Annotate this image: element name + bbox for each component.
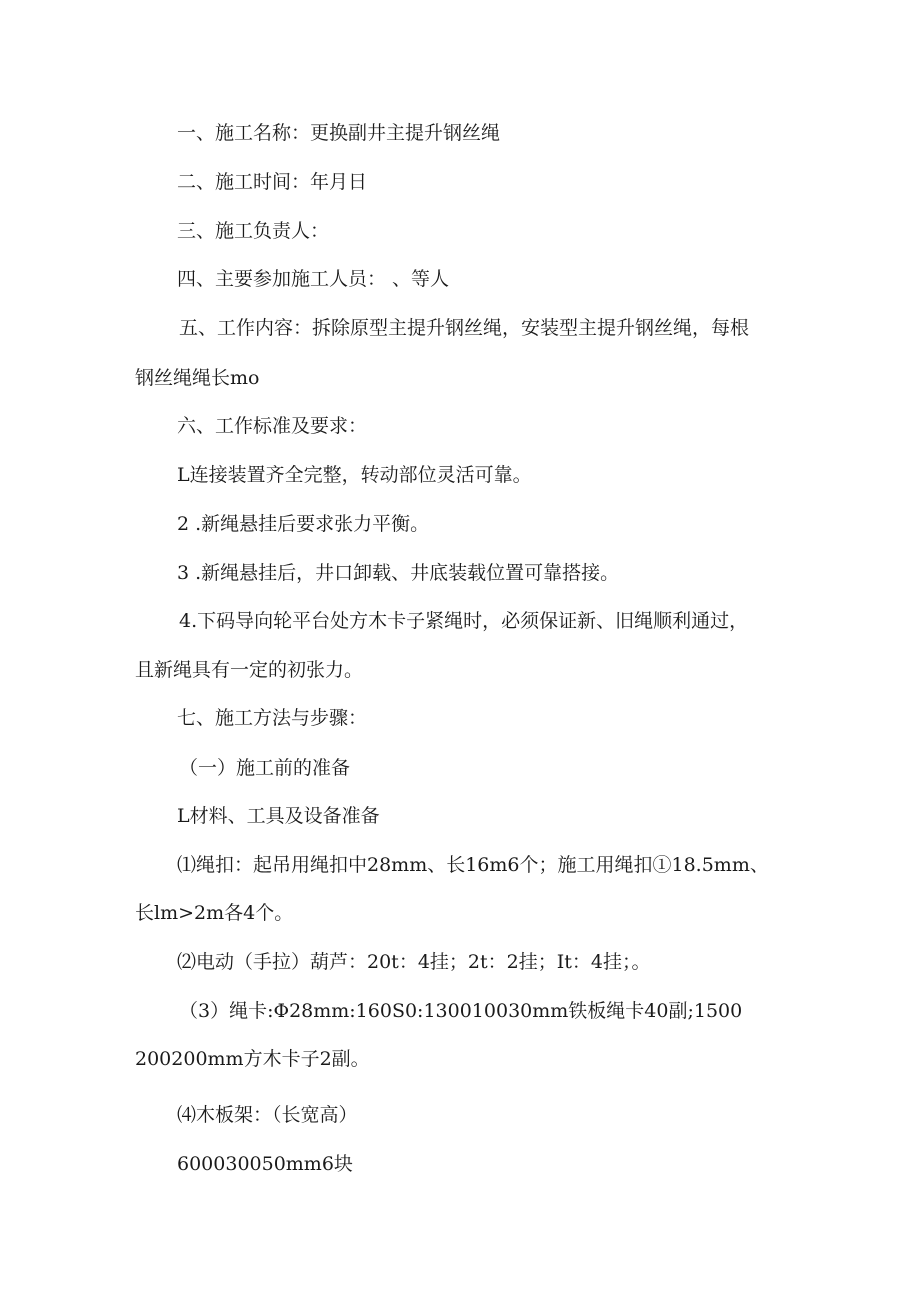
section-1-construction-name: 一、施工名称：更换副井主提升钢丝绳 <box>177 122 501 144</box>
material-item-2: ⑵电动（手拉）葫芦：20t：4挂；2t：2挂；It：4挂；。 <box>177 951 651 973</box>
subsection-preparation: （一）施工前的准备 <box>179 757 351 779</box>
standard-item-2: 2 .新绳悬挂后要求张力平衡。 <box>177 513 430 535</box>
section-6-standards: 六、工作标准及要求： <box>177 415 368 437</box>
section-7-methods: 七、施工方法与步骤： <box>177 707 368 729</box>
standard-item-3: 3 .新绳悬挂后，井口卸载、井底装载位置可靠搭接。 <box>177 562 620 584</box>
standard-item-4-cont: 且新绳具有一定的初张力。 <box>135 659 364 681</box>
material-item-3: （3）绳卡:Φ28mm:160S0:130010030mm铁板绳卡40副;1500 <box>179 1000 743 1022</box>
section-3-person-in-charge: 三、施工负责人： <box>177 220 330 242</box>
section-2-construction-time: 二、施工时间：年月日 <box>177 171 368 193</box>
material-item-1: ⑴绳扣：起吊用绳扣中28mm、长16m6个；施工用绳扣①18.5mm、 <box>177 854 769 876</box>
prep-item-materials: L材料、工具及设备准备 <box>177 805 380 827</box>
material-item-4: ⑷木板架：（长宽高） <box>177 1104 358 1126</box>
material-item-1-cont: 长lm>2m各4个。 <box>135 902 294 924</box>
standard-item-1: L连接装置齐全完整，转动部位灵活可靠。 <box>177 464 532 486</box>
section-5-work-content-cont: 钢丝绳绳长mo <box>135 367 260 389</box>
material-item-3-cont: 200200mm方木卡子2副。 <box>135 1048 370 1070</box>
section-5-work-content: 五、工作内容：拆除原型主提升钢丝绳，安装型主提升钢丝绳，每根 <box>179 317 750 339</box>
section-4-participants: 四、主要参加施工人员： 、等人 <box>177 268 450 290</box>
material-item-4-cont: 600030050mm6块 <box>177 1153 353 1175</box>
standard-item-4: 4.下码导向轮平台处方木卡子紧绳时，必须保证新、旧绳顺利通过， <box>179 610 749 632</box>
